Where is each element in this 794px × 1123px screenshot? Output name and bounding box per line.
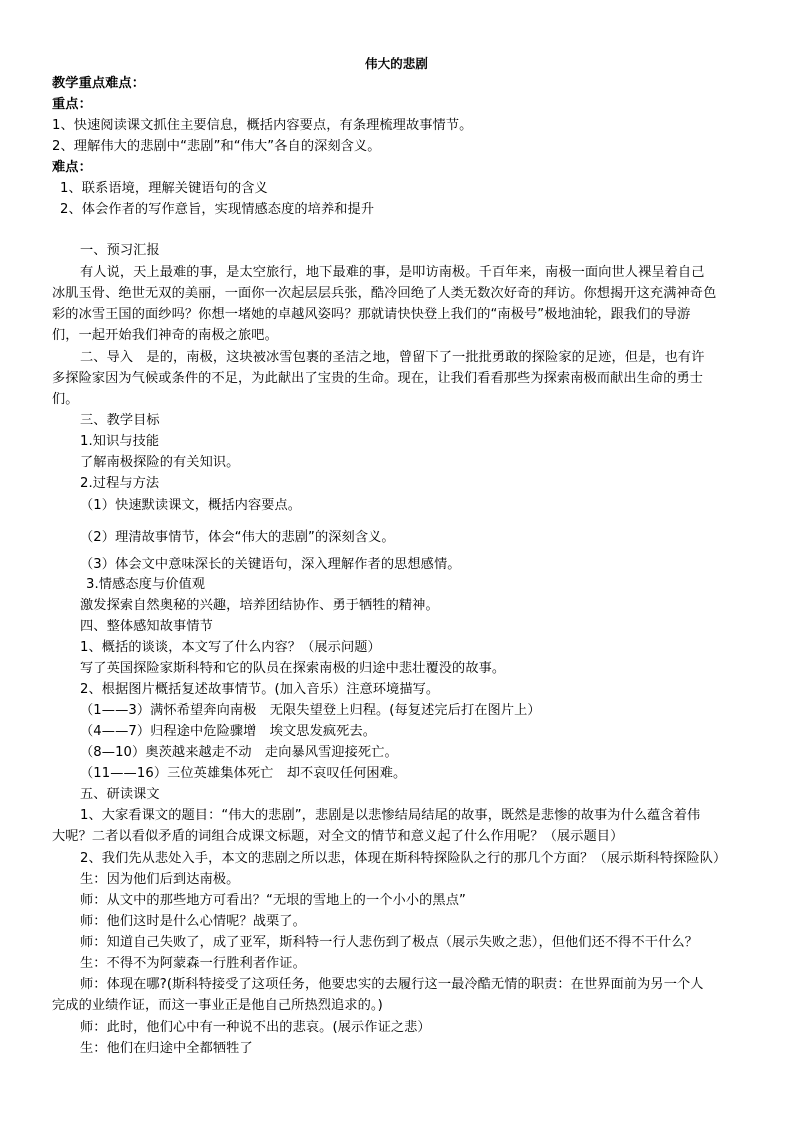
- doc-line: 激发探索自然奥秘的兴趣，培养团结协作、勇于牺牲的精神。: [80, 598, 439, 613]
- doc-line: 教学重点难点：: [52, 76, 146, 91]
- doc-line: 一、预习汇报: [80, 243, 160, 258]
- doc-line: 2、根据图片概括复述故事情节。(加入音乐）注意环境描写。: [80, 682, 440, 697]
- doc-line: 五、研读课文: [80, 787, 160, 802]
- doc-line: 多探险家因为气候或条件的不足，为此献出了宝贵的生命。现在，让我们看看那些为探索南极而献出生命的勇士: [52, 371, 704, 386]
- doc-line: 1、大家看课文的题目：“伟大的悲剧”，悲剧是以悲惨结局结尾的故事，既然是悲惨的故事为什么蕴含着伟: [80, 808, 701, 823]
- doc-line: 3.情感态度与价值观: [86, 577, 206, 592]
- doc-line: 有人说，天上最难的事，是太空旅行，地下最难的事，是叩访南极。千百年来，南极一面向世人裸呈着自己: [80, 265, 705, 280]
- doc-line: （3）体会文中意味深长的关键语句，深入理解作者的思想感情。: [80, 557, 461, 572]
- doc-line: 1.知识与技能: [80, 434, 160, 449]
- doc-line: 三、教学目标: [80, 413, 160, 428]
- doc-line: 师：此时，他们心中有一种说不出的悲哀。(展示作证之悲）: [80, 1020, 431, 1035]
- doc-line: 彩的冰雪王国的面纱吗？你想一堵她的卓越风姿吗？那就请快快登上我们的“南极号”极地油轮，跟我们的导游: [52, 307, 691, 322]
- doc-line: 生：因为他们后到达南极。: [80, 872, 240, 887]
- doc-line: 1、概括的谈谈，本文写了什么内容？（展示问题）: [80, 640, 381, 655]
- doc-line: 2.过程与方法: [80, 476, 160, 491]
- doc-line: （4——7）归程途中危险骤增 埃文思发疯死去。: [80, 724, 377, 739]
- doc-line: 四、整体感知故事情节: [80, 619, 213, 634]
- doc-line: 1、快速阅读课文抓住主要信息，概括内容要点，有条理梳理故事情节。: [52, 118, 473, 133]
- doc-line: （2）理清故事情节，体会“伟大的悲剧”的深刻含义。: [80, 530, 395, 545]
- doc-line: 师：体现在哪?(斯科特接受了这项任务，他要忠实的去履行这一最冷酷无情的职责：在世界面前为另一个人: [80, 977, 704, 992]
- doc-line: 师：从文中的那些地方可看出？“无垠的雪地上的一个小小的黑点”: [80, 893, 466, 908]
- doc-line: 了解南极探险的有关知识。: [80, 455, 240, 470]
- document-title: 伟大的悲剧: [365, 56, 429, 71]
- doc-line: 大呢？二者以看似矛盾的词组合成课文标题，对全文的情节和意义起了什么作用呢？（展示题目）: [52, 829, 624, 844]
- doc-line: 写了英国探险家斯科特和它的队员在探索南极的归途中悲壮覆没的故事。: [80, 661, 506, 676]
- doc-line: 完成的业绩作证，而这一事业正是他自己所热烈追求的。): [52, 998, 383, 1013]
- doc-line: 生：不得不为阿蒙森一行胜利者作证。: [80, 956, 306, 971]
- doc-line: 们，一起开始我们神奇的南极之旅吧。: [52, 328, 278, 343]
- doc-line: （1——3）满怀希望奔向南极 无限失望登上归程。(每复述完后打在图片上）: [80, 703, 541, 718]
- doc-line: 们。: [52, 392, 79, 407]
- doc-line: 2、理解伟大的悲剧中“悲剧”和“伟大”各自的深刻含义。: [52, 139, 381, 154]
- doc-line: 二、导入 是的，南极，这块被冰雪包裹的圣洁之地，曾留下了一批批勇敢的探险家的足迹，但是，也有许: [80, 350, 705, 365]
- doc-line: 1、联系语境，理解关键语句的含义: [60, 181, 268, 196]
- doc-line: 师：他们这时是什么心情呢？战栗了。: [80, 914, 306, 929]
- doc-line: 2、我们先从悲处入手，本文的悲剧之所以悲，体现在斯科特探险队之行的那几个方面？（展示斯科特探险队）: [80, 851, 727, 866]
- doc-line: 生：他们在归途中全都牺牲了: [80, 1041, 253, 1056]
- doc-line: （1）快速默读课文，概括内容要点。: [80, 498, 302, 513]
- doc-line: 难点：: [52, 160, 92, 175]
- doc-line: （11——16）三位英雄集体死亡 却不哀叹任何困难。: [80, 766, 407, 781]
- doc-line: （8—10）奥茨越来越走不动 走向暴风雪迎接死亡。: [80, 745, 398, 760]
- doc-line: 冰肌玉骨、绝世无双的美丽，一面你一次起层层兵张，酷冷回绝了人类无数次好奇的拜访。你想揭开这充满神奇色: [52, 286, 717, 301]
- doc-line: 重点：: [52, 97, 92, 112]
- doc-line: 2、体会作者的写作意旨，实现情感态度的培养和提升: [60, 202, 375, 217]
- doc-line: 师：知道自己失败了，成了亚军，斯科特一行人悲伤到了极点（展示失败之悲），但他们还不得不干什么？: [80, 935, 698, 950]
